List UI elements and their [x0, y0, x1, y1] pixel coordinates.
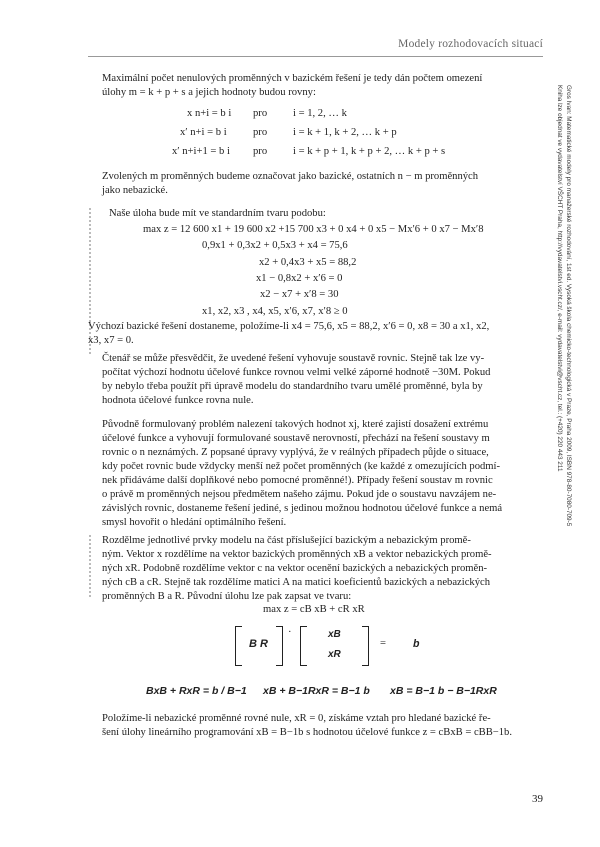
- eq1-row-2-range: i = k + 1, k + 2, … k + p: [293, 127, 397, 138]
- paragraph-3: [88, 352, 543, 408]
- page-number: 39: [532, 793, 543, 805]
- header-rule: [88, 56, 543, 57]
- side-note-line-2: Kniha lze objednat ve vydavatelství VŠCHT Praha, http://vydavatelstvi.vscht.cz/, e-mail: vydavatelstvi@vscht.cz, tel.: (+420) 220 443 211: [556, 85, 563, 472]
- example-objective: max z = 12 600 x1 + 19 600 x2 +15 700 x3 + 0 x4 + 0 x5 − Mx′6 + 0 x7 − Mx′8: [143, 224, 484, 235]
- vector-bracket-close: [362, 626, 369, 666]
- p4-line-8: smysl hovořit o hledání optimálního řešení.: [102, 517, 287, 528]
- vector-xR: xR: [328, 649, 341, 660]
- derivation-step-3: xB = B−1 b − B−1RxR: [390, 685, 497, 697]
- example-constraint-4: x2 − x7 + x′8 = 30: [260, 289, 339, 300]
- left-bracket-close: [276, 626, 283, 666]
- eq1-row-1-range: i = 1, 2, … k: [293, 108, 347, 119]
- p1-line-2: úlohy m = k + p + s a jejich hodnoty budou rovny:: [102, 87, 316, 98]
- p5-line-4: ných cB a cR. Stejně tak rozdělíme matici A na matici koeficientů bazických a nebazických: [102, 577, 490, 588]
- p4-line-1: Původně formulovaný problém nalezení takových hodnot xj, které zajistí dosažení extrému: [102, 419, 489, 430]
- p5-line-1: Rozdělme jednotlivé prvky modelu na část příslušející bazickým a nebazickým promě-: [102, 535, 471, 546]
- p5-line-3: ných xR. Podobně rozdělíme vektor c na vektor ocenění bazických a nebazických proměn-: [102, 563, 488, 574]
- p4-line-2: účelové funkce a vyhovují formulované soustavě nerovností, přechází na řešení soustavy m: [102, 433, 490, 444]
- p4-line-5: nek přidáváme další doplňkové nebo pomocné proměnné!). Případy řešení soustav m rovnic: [102, 475, 493, 486]
- paragraph-1: [88, 72, 543, 100]
- example-constraint-2: x2 + 0,4x3 + x5 = 88,2: [259, 257, 357, 268]
- paragraph-4: [88, 418, 543, 530]
- eq1-row-1-lhs: x n+i = b i: [187, 108, 232, 119]
- running-header: Modely rozhodovacích situací: [398, 38, 543, 50]
- p1-line-1: Maximální počet nenulových proměnných v bazickém řešení je tedy dán počtem omezení: [102, 73, 483, 84]
- example-solution: [88, 320, 543, 348]
- paragraph-5: [88, 534, 543, 604]
- p4-line-3: rovnic o n neznámých. Z popsané úpravy vyplývá, že v reálných případech půjde o situace,: [102, 447, 489, 458]
- p2-line-2: jako nebazické.: [102, 185, 168, 196]
- matrix-objective: max z = cB xB + cR xR: [263, 604, 365, 615]
- example-constraint-5: x1, x2, x3 , x4, x5, x′6, x7, x′8 ≥ 0: [202, 306, 348, 317]
- matrix-rhs-b: b: [413, 638, 420, 650]
- eq1-row-1-pro: pro: [253, 108, 268, 119]
- example-intro: Naše úloha bude mít ve standardním tvaru podobu:: [109, 208, 326, 219]
- p3-line-2: počítat výchozí hodnotu účelové funkce rovnou velmi velké záporné hodnotě −30M. Pokud: [102, 367, 491, 378]
- eq1-row-2-lhs: x′ n+i = b i: [180, 127, 227, 138]
- paragraph-6: [88, 712, 543, 740]
- p3-line-1: Čtenář se může přesvědčit, že uvedené řešení vyhovuje soustavě rovnic. Stejně tak lze vy-: [102, 353, 485, 364]
- side-copyright-note: [555, 85, 573, 625]
- example-constraint-3: x1 − 0,8x2 + x′6 = 0: [256, 273, 343, 284]
- p3-line-3: by nebylo třeba použít při úpravě modelu do standardního tvaru umělé proměnné, byla by: [102, 381, 483, 392]
- side-note-line-1: Gros Ivan: Matematické modely pro manažerské rozhodování, 1st ed. Vysoká škola chemicko-technologická v Praze, Praha 2009, ISBN 978-80-7080-709-5: [565, 85, 572, 527]
- example-constraint-1: 0,9x1 + 0,3x2 + 0,5x3 + x4 = 75,6: [202, 240, 348, 251]
- matrix-dot: ·: [288, 627, 292, 638]
- p5-line-2: ným. Vektor x rozdělíme na vektor bazických proměnných xB a vektor nebazických promě-: [102, 549, 492, 560]
- paragraph-2: [88, 170, 543, 198]
- eq1-row-3-pro: pro: [253, 146, 268, 157]
- p5-line-5: proměnných B a R. Původní úlohu lze pak zapsat ve tvaru:: [102, 591, 352, 602]
- left-bracket-open: [235, 626, 242, 666]
- p3-line-4: hodnota účelové funkce rovna nule.: [102, 395, 254, 406]
- vector-xB: xB: [328, 629, 341, 640]
- p6-line-2: šení úlohy lineárního programování xB = B−1b s hodnotou účelové funkce z = cBxB = cBB−1b.: [102, 727, 513, 738]
- eq1-row-3-range: i = k + p + 1, k + p + 2, … k + p + s: [293, 146, 446, 157]
- vector-bracket-open: [300, 626, 307, 666]
- derivation-step-2: xB + B−1RxR = B−1 b: [263, 685, 370, 697]
- example-solution-line-2: x3, x7 = 0.: [88, 335, 134, 346]
- p4-line-4: kdy počet rovnic bude vždycky menší než počet proměnných (ke každé z omezujících podmí-: [102, 461, 501, 472]
- p2-line-1: Zvolených m proměnných budeme označovat jako bazické, ostatních n − m proměnných: [102, 171, 479, 182]
- matrix-equals: =: [380, 638, 386, 649]
- p4-line-6: o právě m proměnných nejsou předmětem našeho zájmu. Pokud jde o soustavu navzájem ne-: [102, 489, 497, 500]
- eq1-row-2-pro: pro: [253, 127, 268, 138]
- example-solution-line-1: Výchozí bazické řešení dostaneme, položíme-li x4 = 75,6, x5 = 88,2, x′6 = 0, x8 = 30 a x1, x2,: [88, 321, 490, 332]
- derivation-step-1: BxB + RxR = b / B−1: [146, 685, 247, 697]
- p6-line-1: Položíme-li nebazické proměnné rovné nule, xR = 0, získáme vztah pro hledané bazické ře-: [102, 713, 491, 724]
- p4-line-7: závislých rovnic, dostaneme řešení jediné, s jedinou možnou hodnotou účelové funkce a nemá: [102, 503, 503, 514]
- eq1-row-3-lhs: x′ n+i+1 = b i: [172, 146, 230, 157]
- matrix-BR: B R: [249, 638, 268, 650]
